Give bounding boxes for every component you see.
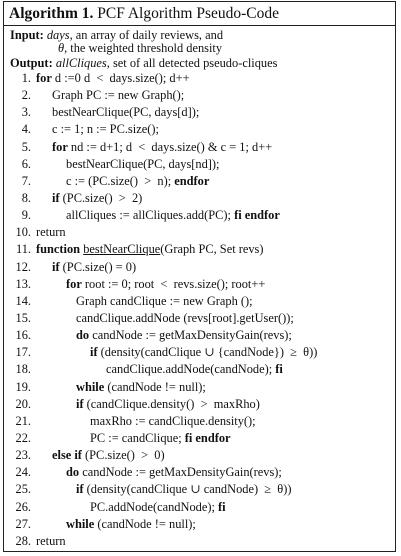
line-number: 6. <box>21 156 31 171</box>
code-line <box>10 464 395 481</box>
algorithm-title <box>4 2 395 26</box>
line-code <box>36 310 294 327</box>
code-text: bestNearClique(PC, days[d]); <box>52 105 200 120</box>
code-text: PC.addNode(candNode); <box>90 499 219 514</box>
line-code <box>36 259 136 276</box>
output-var: allCliques <box>55 56 107 70</box>
line-code <box>36 104 199 121</box>
input-desc-theta: , the weighted threshold density <box>64 41 223 55</box>
line-code <box>36 396 260 413</box>
line-code <box>36 190 142 207</box>
code-text: (candNode != null); <box>104 379 206 394</box>
line-number: 10. <box>15 225 31 240</box>
input-desc-days: , an array of daily reviews, and <box>69 28 224 42</box>
code-line <box>10 139 395 156</box>
code-line <box>10 241 395 258</box>
line-number: 16. <box>15 328 31 343</box>
code-text: (density(candClique ∪ candNode) ≥ θ)) <box>83 482 292 497</box>
line-code <box>36 87 184 104</box>
keyword: if <box>52 190 60 205</box>
code-line <box>10 481 395 498</box>
line-number: 25. <box>15 482 31 497</box>
code-line <box>10 224 395 241</box>
code-text: maxRho := candClique.density(); <box>90 413 256 428</box>
line-number: 18. <box>15 362 31 377</box>
code-text: (PC.size() > 0) <box>81 448 165 463</box>
code-text: allCliques := allCliques.add(PC); <box>66 208 235 223</box>
code-text: PC := candClique; <box>90 430 185 445</box>
code-line <box>10 310 395 327</box>
line-code <box>36 464 282 481</box>
line-code <box>36 447 165 464</box>
code-text: Graph candClique := new Graph (); <box>76 293 253 308</box>
keyword: else if <box>52 448 82 463</box>
code-line <box>10 430 395 447</box>
algorithm-name: PCF Algorithm Pseudo-Code <box>97 5 279 22</box>
line-code <box>36 481 291 498</box>
keyword: function <box>36 242 81 257</box>
line-code <box>36 241 264 258</box>
code-line <box>10 207 395 224</box>
code-line <box>10 276 395 293</box>
line-number: 21. <box>15 413 31 428</box>
keyword: for <box>36 71 52 85</box>
keyword: if <box>76 396 84 411</box>
line-number: 12. <box>15 259 31 274</box>
line-number: 5. <box>21 139 31 154</box>
line-code <box>36 139 272 156</box>
line-code <box>36 293 253 310</box>
code-line <box>10 173 395 190</box>
code-line <box>10 259 395 276</box>
code-text: candClique.addNode(candNode); <box>106 362 276 377</box>
line-number: 13. <box>15 276 31 291</box>
code-text: Graph PC := new Graph(); <box>52 88 185 103</box>
line-code <box>36 276 265 293</box>
line-number: 2. <box>21 88 31 103</box>
code-line <box>10 447 395 464</box>
line-number: 1. <box>21 71 31 85</box>
line-number: 27. <box>15 516 31 531</box>
line-number: 17. <box>15 345 31 360</box>
line-code <box>36 361 283 378</box>
code-line <box>10 379 395 396</box>
line-code <box>36 156 219 173</box>
line-number: 19. <box>15 379 31 394</box>
function-name: bestNearClique <box>83 242 161 257</box>
algorithm-body <box>4 26 395 550</box>
keyword: if <box>76 482 84 497</box>
line-number: 14. <box>15 293 31 308</box>
keyword: for <box>66 276 82 291</box>
code-text: c := 1; n := PC.size(); <box>52 122 159 137</box>
line-number: 28. <box>15 533 31 548</box>
code-text: d :=0 d < days.size(); d++ <box>51 71 190 85</box>
code-line <box>10 361 395 378</box>
line-code <box>36 327 292 344</box>
line-code <box>36 516 196 533</box>
line-number: 26. <box>15 499 31 514</box>
line-code <box>36 70 190 87</box>
line-code <box>36 344 317 361</box>
keyword: do <box>66 465 80 480</box>
code-line <box>10 344 395 361</box>
code-text: (density(candClique ∪ {candNode}) ≥ θ)) <box>97 345 318 360</box>
keyword: fi endfor <box>184 430 231 445</box>
line-number: 8. <box>21 190 31 205</box>
code-line <box>10 70 395 87</box>
code-text: (PC.size() > 2) <box>59 190 143 205</box>
input-line-2 <box>10 42 395 55</box>
line-number: 20. <box>15 396 31 411</box>
keyword: endfor <box>174 173 210 188</box>
input-var-theta: θ <box>58 41 65 55</box>
code-text: c := (PC.size() > n); <box>66 173 175 188</box>
algorithm-box <box>3 1 396 552</box>
code-line <box>10 293 395 310</box>
code-text: candClique.addNode (revs[root].getUser()); <box>76 310 294 325</box>
code-text: (candClique.density() > maxRho) <box>83 396 260 411</box>
code-line <box>10 533 395 550</box>
keyword: for <box>52 139 68 154</box>
keyword: fi <box>218 499 226 514</box>
keyword: while <box>76 379 105 394</box>
line-code <box>36 499 226 516</box>
code-line <box>10 396 395 413</box>
code-text: (Graph PC, Set revs) <box>160 242 264 257</box>
keyword: if <box>90 345 98 360</box>
line-code <box>36 121 159 138</box>
output-line <box>10 57 395 70</box>
line-code <box>36 533 66 550</box>
keyword: while <box>66 516 95 531</box>
code-line <box>10 327 395 344</box>
keyword: fi <box>275 362 283 377</box>
output-desc: , set of all detected pseudo-cliques <box>106 56 278 70</box>
code-text: return <box>36 533 66 548</box>
code-line <box>10 104 395 121</box>
input-label: Input: <box>10 28 44 42</box>
line-code <box>36 224 66 241</box>
keyword: fi endfor <box>234 208 280 223</box>
code-line <box>10 121 395 138</box>
line-number: 15. <box>15 310 31 325</box>
line-code <box>36 207 280 224</box>
code-line <box>10 516 395 533</box>
code-lines <box>10 70 395 550</box>
code-text: return <box>36 225 66 240</box>
line-code <box>36 430 231 447</box>
line-code <box>36 413 256 430</box>
output-label: Output: <box>10 56 53 70</box>
code-text: (PC.size() = 0) <box>59 259 137 274</box>
code-line <box>10 190 395 207</box>
code-text: nd := d+1; d < days.size() & c = 1; d++ <box>67 139 273 154</box>
keyword: do <box>76 328 90 343</box>
line-number: 24. <box>15 465 31 480</box>
keyword: if <box>52 259 60 274</box>
code-line <box>10 87 395 104</box>
code-line <box>10 499 395 516</box>
code-line <box>10 156 395 173</box>
line-number: 23. <box>15 448 31 463</box>
code-text: bestNearClique(PC, days[nd]); <box>66 156 220 171</box>
line-number: 22. <box>15 430 31 445</box>
line-code <box>36 379 206 396</box>
line-number: 4. <box>21 122 31 137</box>
input-var-days: days <box>46 28 70 42</box>
code-text: (candNode != null); <box>94 516 196 531</box>
code-text: candNode := getMaxDensityGain(revs); <box>79 465 282 480</box>
line-number: 7. <box>21 173 31 188</box>
line-number: 3. <box>21 105 31 120</box>
code-text: candNode := getMaxDensityGain(revs); <box>89 328 292 343</box>
code-line <box>10 413 395 430</box>
code-text: root := 0; root < revs.size(); root++ <box>81 276 266 291</box>
line-number: 11. <box>15 242 31 257</box>
line-code <box>36 173 209 190</box>
line-number: 9. <box>21 208 31 223</box>
algorithm-label: Algorithm 1. <box>9 5 94 22</box>
